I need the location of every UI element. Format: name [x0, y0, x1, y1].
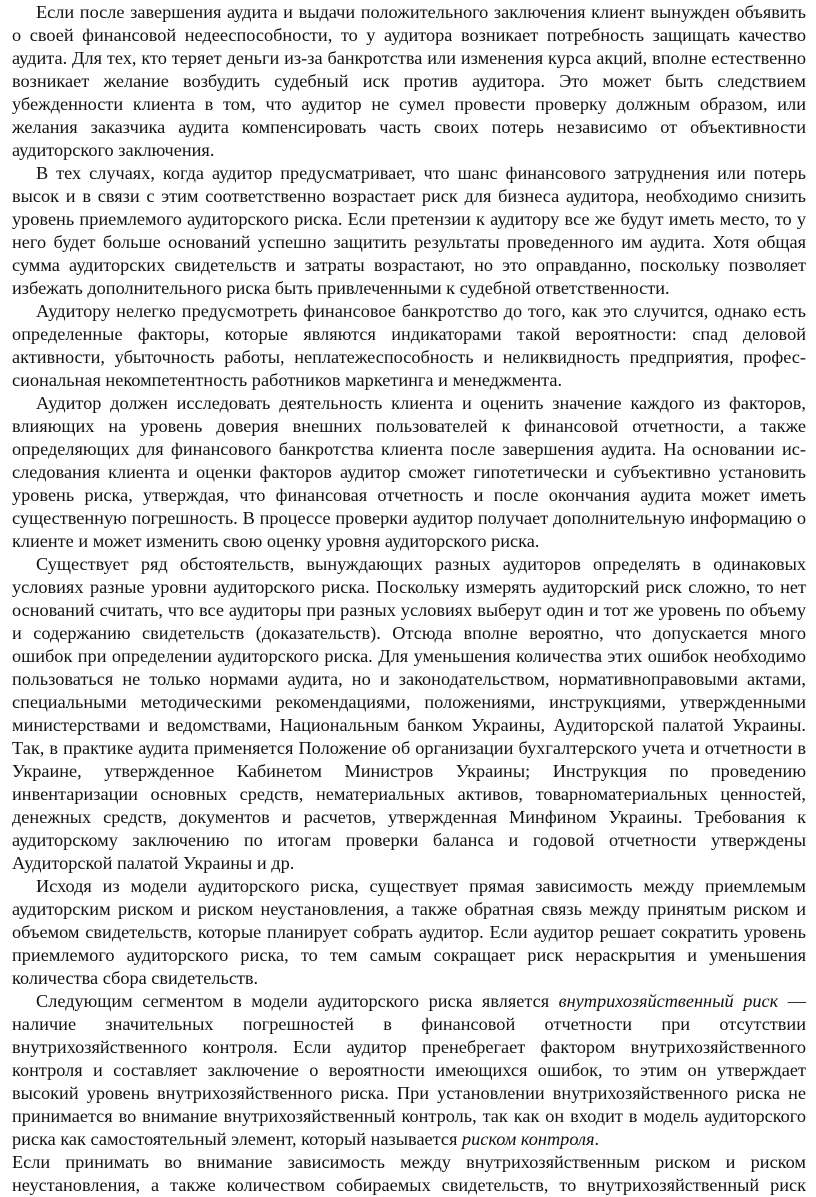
- paragraph-7: [12, 990, 806, 1151]
- paragraph-5: Существует ряд обстоятельств, вынуждающих разных аудиторов определять в одинаковых условиях разные уровни аудиторского риска. Поскольку измерять аудиторский риск сложно, то нет оснований считать, что все аудиторы при разных условиях выберут один и тот же уровень по объему и содержанию свидетельств (доказательств). Отсюда вполне вероятно, что допускается много ошибок при определении аудиторского риска. Для уменьшения количества этих ошибок необходимо пользоваться не только нормами аудита, но и законодательством, нормативноправовыми актами, специальными методическими рекомендациями, положениями, инструкциями, утвержденными министерствами и ведомствами, Национальным банком Украины, Аудиторской палатой Украины. Так, в практике аудита применяется Положение об организации бухгалтерского учета и отчетности в Украине, утвержденное Кабинетом Министров Украины; Инструкция по проведению инвентаризации основных средств, нематериальных активов, товарноматериальных ценностей, денежных средств, документов и расчетов, утвержденная Минфином Украины. Требования к аудиторскому заключению по итогам проверки баланса и годовой отчетности утверждены Аудиторской палатой Украины и др.: [12, 554, 806, 873]
- paragraph-8: Если принимать во внимание зависимость между внутрихозяйственным риском и риском неустановления, а также количеством собираемых свидетельств, то внутрихозяйственный риск: [12, 1152, 806, 1195]
- paragraph-6: Исходя из модели аудиторского риска, существует прямая зависимость между приемлемым аудиторским риском и риском неустановления, а также обратная связь между принятым риском и объемом свидетельств, которые планирует собрать аудитор. Если аудитор решает сократить уровень приемлемого аудиторского риска, то тем самым сокращает риск нераскрытия и уменьшения количества сбора свидетельств.: [12, 876, 806, 988]
- paragraph-7-lead: Следующим сегментом в модели аудиторского риска является: [36, 991, 559, 1011]
- paragraph-7-end: .: [594, 1129, 600, 1149]
- term-inherent-risk: внутрихозяйственный риск: [558, 991, 779, 1011]
- paragraph-2: В тех случаях, когда аудитор предусматривает, что шанс финансового затруднения или потерь высок и в связи с этим соответственно возрастает риск для бизнеса аудитора, необходимо снизить уровень приемлемого аудиторского риска. Если претензии к аудитору все же будут иметь место, то у него будет больше оснований успешно защитить результаты проведенного им аудита. Хотя общая сумма аудиторских свидетельств и затраты возрастают, но это оправданно, поскольку позволяет избежать дополнительного риска быть привлеченными к судебной ответственности.: [12, 163, 806, 298]
- paragraph-4: Аудитор должен исследовать деятельность клиента и оценить значение каждого из факторов, влияющих на уровень доверия внешних пользователей к финансовой отчетности, а также определяющих для финансового банкротства клиента после завершения аудита. На основании исследования клиента и оценки факторов аудитор сможет гипотетически и субъективно установить уровень риска, утверждая, что финансовая отчетность и после окончания аудита может иметь существенную погрешность. В процессе проверки аудитор получает дополнительную информацию о клиенте и может изменить свою оценку уровня аудиторского риска.: [12, 393, 806, 551]
- term-control-risk: риском контроля: [461, 1129, 595, 1149]
- paragraph-1: Если после завершения аудита и выдачи положительного заключения клиент вынужден объявить о своей финансовой недееспособности, то у аудитора возникает потребность защищать качество аудита. Для тех, кто теряет деньги из-за банкротства или изменения курса акций, вполне естественно возникает желание возбудить судебный иск против аудитора. Это может быть следствием убежденности клиента в том, что аудитор не сумел провести проверку должным образом, или желания заказчика аудита компенсировать часть своих потерь независимо от объективности аудиторского заключения.: [12, 2, 806, 160]
- paragraph-7-body: — наличие значительных погрешностей в финансовой отчетности при отсутствии внутрихозяйственного контроля. Если аудитор пренебрегает фактором внутрихозяйственного контроля и составляет заключение о вероятности имеющихся ошибок, то этим он утверждает высокий уровень внутрихозяйственного риска. При установлении внутрихозяйственного риска не принимается во внимание внутрихозяйственный контроль, так как он входит в модель аудиторского риска как самостоятельный элемент, который называется: [12, 991, 806, 1149]
- paragraph-3: Аудитору нелегко предусмотреть финансовое банкротство до того, как это случится, однако есть определенные факторы, которые являются индикаторами такой вероятности: спад деловой активности, убыточность работы, неплатежеспособность и неликвидность предприятия, профессиональная некомпетентность работников маркетинга и менеджмента.: [12, 301, 806, 390]
